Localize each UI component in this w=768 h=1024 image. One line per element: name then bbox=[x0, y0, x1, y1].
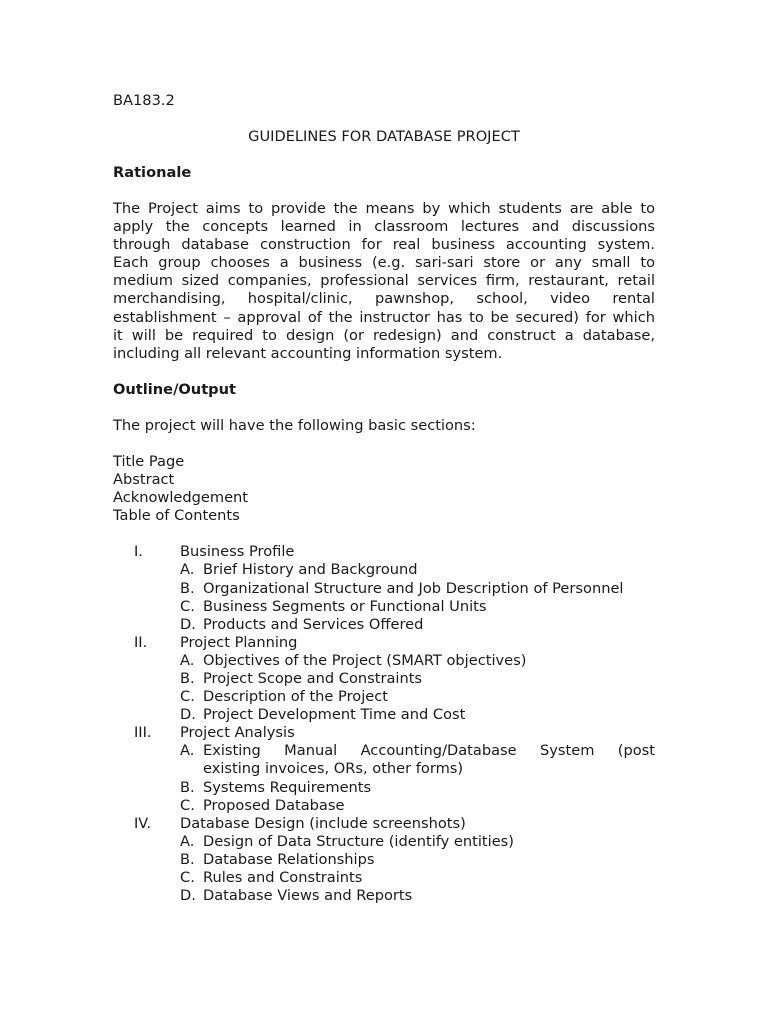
section-label: Project Analysis bbox=[180, 724, 295, 742]
subsection-letter: C. bbox=[180, 869, 195, 886]
subsection-row bbox=[113, 887, 655, 905]
document-title: GUIDELINES FOR DATABASE PROJECT bbox=[248, 128, 520, 145]
subsection-row bbox=[113, 598, 655, 616]
subsection-row bbox=[113, 652, 655, 670]
subsection-letter: D. bbox=[180, 887, 196, 905]
subsection-row bbox=[113, 869, 655, 887]
subsection-letter: B. bbox=[180, 778, 195, 796]
paragraph-line: medium sized companies, professional services firm, restaurant, retail bbox=[113, 272, 655, 290]
list-item: Acknowledgement bbox=[113, 489, 249, 507]
paragraph-line: Each group chooses a business (e.g. sari-sari store or any small to bbox=[113, 254, 655, 272]
subsection-letter: C. bbox=[180, 796, 195, 814]
subsection-text: Organizational Structure and Job Description of Personnel bbox=[203, 579, 624, 597]
paragraph-line: establishment – approval of the instructor has to be secured) for which bbox=[113, 308, 655, 326]
subsection-row bbox=[113, 797, 655, 815]
subsection-letter: C. bbox=[180, 597, 195, 615]
rationale-paragraph bbox=[113, 200, 655, 363]
subsection-letter: A. bbox=[180, 651, 195, 669]
paragraph-line: through database construction for real business accounting system. bbox=[113, 236, 655, 254]
section-number: I. bbox=[134, 543, 143, 561]
sections-outline bbox=[113, 543, 655, 905]
subsection-text: Business Segments or Functional Units bbox=[203, 597, 487, 615]
section-row bbox=[113, 724, 655, 742]
subsection-letter: C. bbox=[180, 688, 195, 706]
subsection-row bbox=[113, 706, 655, 724]
subsection-row bbox=[113, 742, 655, 778]
subsection-letter: A. bbox=[180, 561, 195, 579]
subsection-text: Proposed Database bbox=[203, 796, 345, 814]
subsection-letter: D. bbox=[180, 706, 196, 724]
subsection-letter: A. bbox=[180, 742, 195, 760]
subsection-text-continued: existing invoices, ORs, other forms) bbox=[203, 760, 464, 778]
subsection-letter: B. bbox=[180, 669, 195, 687]
section-number: II. bbox=[134, 633, 148, 651]
subsection-text: Systems Requirements bbox=[203, 778, 372, 796]
subsection-text: Existing Manual Accounting/Database System (post bbox=[203, 742, 655, 760]
subsection-row bbox=[113, 561, 655, 579]
subsection-text: Brief History and Background bbox=[203, 561, 418, 579]
rationale-heading: Rationale bbox=[113, 164, 192, 181]
course-code: BA183.2 bbox=[113, 92, 175, 109]
subsection-row bbox=[113, 833, 655, 851]
section-number: IV. bbox=[134, 814, 152, 832]
subsection-text: Design of Data Structure (identify entities) bbox=[203, 832, 514, 850]
subsection-letter: A. bbox=[180, 832, 195, 850]
subsection-row bbox=[113, 851, 655, 869]
paragraph-line: including all relevant accounting information system. bbox=[113, 344, 503, 362]
subsection-text: Database Views and Reports bbox=[203, 887, 413, 905]
subsection-row bbox=[113, 580, 655, 598]
subsection-text: Database Relationships bbox=[203, 850, 375, 868]
subsection-letter: D. bbox=[180, 615, 196, 633]
subsection-row bbox=[113, 616, 655, 634]
subsection-text: Products and Services Offered bbox=[203, 615, 424, 633]
list-item: Abstract bbox=[113, 471, 175, 489]
subsection-text: Project Development Time and Cost bbox=[203, 706, 466, 724]
outline-intro: The project will have the following basic sections: bbox=[113, 416, 476, 434]
subsection-letter: B. bbox=[180, 579, 195, 597]
section-row bbox=[113, 815, 655, 833]
section-label: Project Planning bbox=[180, 633, 298, 651]
section-label: Database Design (include screenshots) bbox=[180, 814, 466, 832]
subsection-text: Rules and Constraints bbox=[203, 869, 363, 886]
subsection-row bbox=[113, 670, 655, 688]
front-matter-list bbox=[113, 453, 655, 525]
subsection-text: Project Scope and Constraints bbox=[203, 669, 423, 687]
subsection-text: Objectives of the Project (SMART objectives) bbox=[203, 651, 527, 669]
subsection-row bbox=[113, 779, 655, 797]
section-row bbox=[113, 543, 655, 561]
paragraph-line: The Project aims to provide the means by which students are able to bbox=[113, 200, 655, 217]
subsection-row bbox=[113, 688, 655, 706]
list-item: Title Page bbox=[113, 452, 185, 470]
section-label: Business Profile bbox=[180, 543, 295, 561]
paragraph-line: apply the concepts learned in classroom lectures and discussions bbox=[113, 218, 655, 236]
paragraph-line: it will be required to design (or redesign) and construct a database, bbox=[113, 326, 655, 344]
list-item: Table of Contents bbox=[113, 507, 240, 525]
subsection-text: Description of the Project bbox=[203, 688, 388, 706]
section-number: III. bbox=[134, 724, 152, 742]
document-page bbox=[113, 92, 655, 905]
paragraph-line: merchandising, hospital/clinic, pawnshop, school, video rental bbox=[113, 290, 655, 308]
section-row bbox=[113, 634, 655, 652]
outline-heading: Outline/Output bbox=[113, 380, 236, 398]
subsection-letter: B. bbox=[180, 850, 195, 868]
